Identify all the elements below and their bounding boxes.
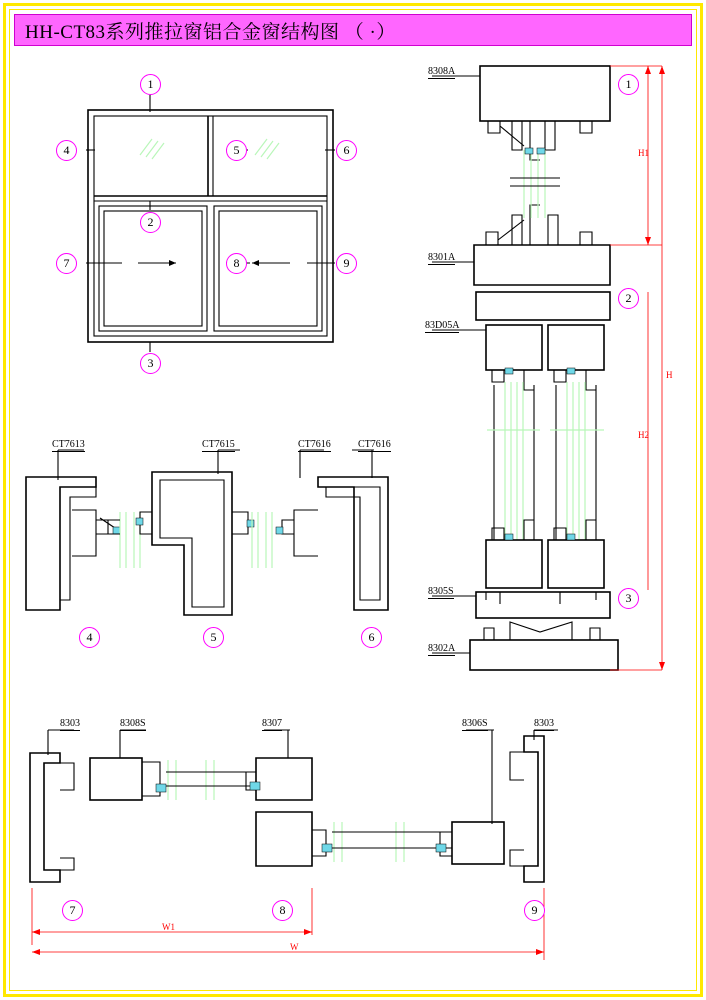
label-CT7616-b: CT7616 <box>358 439 391 450</box>
section-callout-3: 3 <box>618 588 639 609</box>
label-8301A: 8301A <box>428 252 456 263</box>
label-CT7616-a: CT7616 <box>298 439 331 450</box>
callout-2: 2 <box>140 212 161 233</box>
dimension-h1: H1 <box>638 148 649 158</box>
callout-8: 8 <box>226 253 247 274</box>
label-8308A: 8308A <box>428 66 456 77</box>
detail-callout-6: 6 <box>361 627 382 648</box>
dimension-h2: H2 <box>638 430 649 440</box>
label-8303-left: 8303 <box>60 718 80 729</box>
section-callout-2: 2 <box>618 288 639 309</box>
label-8306S: 8306S <box>462 718 488 729</box>
label-8305S: 8305S <box>428 586 454 597</box>
callout-1: 1 <box>140 74 161 95</box>
plan-callout-8: 8 <box>272 900 293 921</box>
callout-6: 6 <box>336 140 357 161</box>
dimension-w1: W1 <box>162 922 175 932</box>
label-8308S: 8308S <box>120 718 146 729</box>
callout-5: 5 <box>226 140 247 161</box>
page-title: HH-CT83系列推拉窗铝合金窗结构图 （ ·） <box>25 21 396 43</box>
label-8302A: 8302A <box>428 643 456 654</box>
detail-callout-4: 4 <box>79 627 100 648</box>
callout-7: 7 <box>56 253 77 274</box>
label-CT7615: CT7615 <box>202 439 235 450</box>
plan-callout-9: 9 <box>524 900 545 921</box>
callout-4: 4 <box>56 140 77 161</box>
label-83D05A: 83D05A <box>425 320 460 331</box>
callout-3: 3 <box>140 353 161 374</box>
plan-callout-7: 7 <box>62 900 83 921</box>
dimension-H: H <box>666 370 673 380</box>
section-callout-1: 1 <box>618 74 639 95</box>
label-8303-right: 8303 <box>534 718 554 729</box>
label-CT7613: CT7613 <box>52 439 85 450</box>
dimension-W: W <box>290 942 299 952</box>
label-8307: 8307 <box>262 718 282 729</box>
detail-callout-5: 5 <box>203 627 224 648</box>
callout-9: 9 <box>336 253 357 274</box>
